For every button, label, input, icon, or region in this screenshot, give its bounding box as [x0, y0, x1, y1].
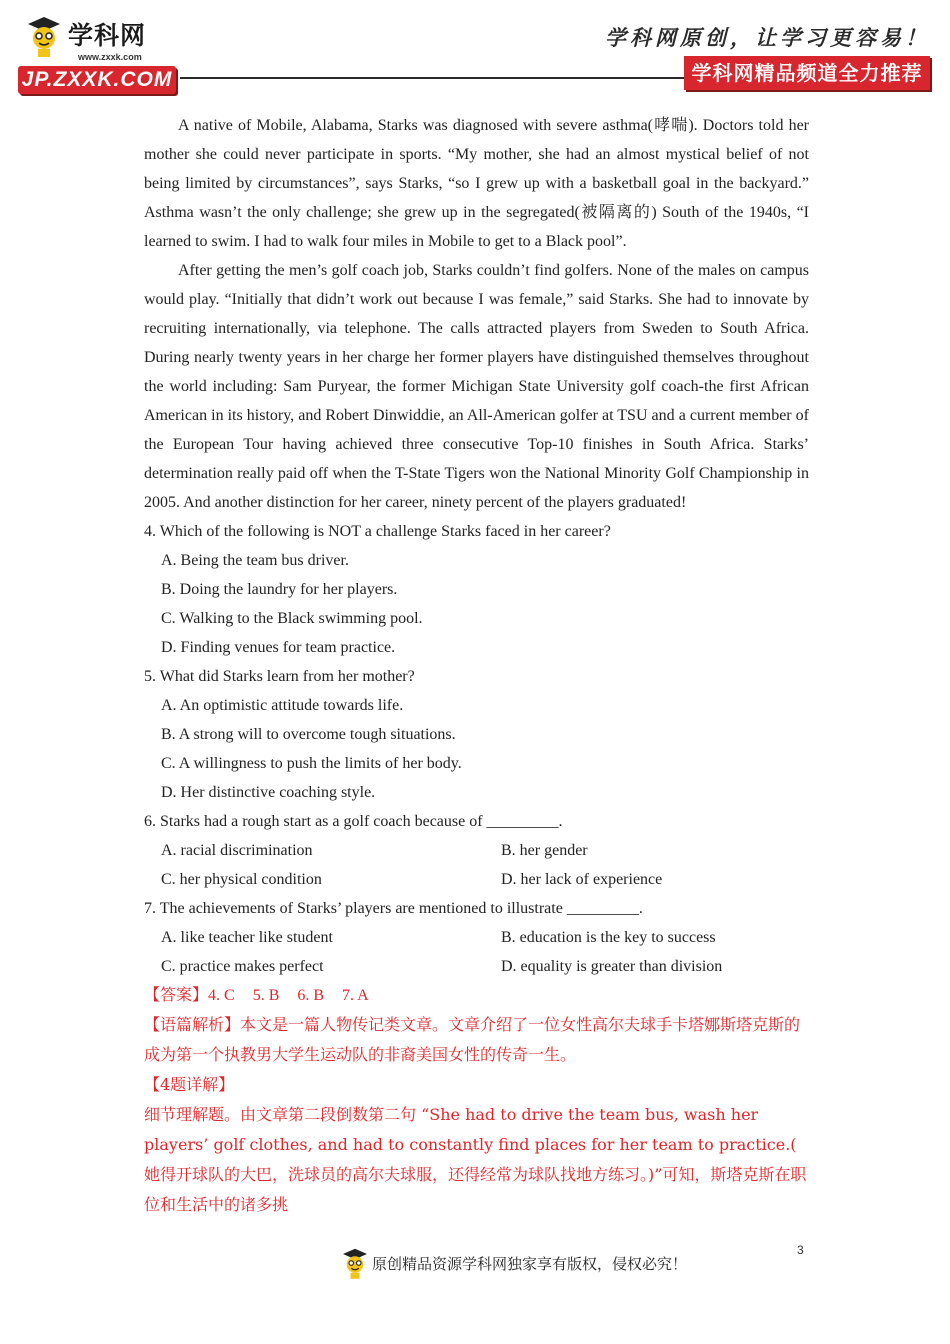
document-body [144, 111, 809, 1220]
site-url: www.zxxk.com [78, 52, 142, 62]
question-7 [144, 894, 809, 981]
header-banner: 学科网精品频道全力推荐 [684, 56, 930, 90]
option: C. Walking to the Black swimming pool. [161, 610, 423, 627]
footer [340, 1246, 687, 1280]
option: A. Being the team bus driver. [161, 552, 349, 569]
question-stem: 6. Starks had a rough start as a golf coach because of _________. [144, 813, 563, 830]
passage-analysis [144, 1010, 809, 1070]
option: D. Her distinctive coaching style. [161, 784, 376, 801]
logo [16, 12, 181, 96]
option: A. racial discrimination [161, 842, 313, 859]
option: A. An optimistic attitude towards life. [161, 697, 404, 714]
option-row [144, 836, 809, 865]
option-row [144, 865, 809, 894]
question-stem: 7. The achievements of Starks’ players are mentioned to illustrate _________. [144, 900, 643, 917]
question-stem: 4. Which of the following is NOT a challenge Starks faced in her career? [144, 523, 611, 540]
page-number: 3 [797, 1243, 804, 1257]
option: B. her gender [501, 842, 588, 859]
option: B. education is the key to success [501, 929, 716, 946]
question-6 [144, 807, 809, 894]
mascot-icon [24, 14, 64, 58]
answer-item: 7. A [342, 987, 369, 1004]
answer-item: 4. C [208, 987, 235, 1004]
paragraph: A native of Mobile, Alabama, Starks was diagnosed with severe asthma(哮喘). Doctors told her mother she could never participate in sports. “My mother, she had an almost mystical belief of not being limited by circumstances”, says Starks, “so I grew up with a basketball goal in the backyard.” Asthma wasn’t the only challenge; she grew up in the segregated(被隔离的) South of the 1940s, “I learned to swim. I had to walk four miles in Mobile to get to a Black pool”. [144, 117, 809, 250]
option-row [144, 923, 809, 952]
answer-key [144, 981, 809, 1010]
brand-name: 学科网 [68, 21, 147, 50]
option: D. equality is greater than division [501, 958, 723, 975]
option: C. A willingness to push the limits of her body. [161, 755, 462, 772]
option: B. Doing the laundry for her players. [161, 581, 398, 598]
option: C. practice makes perfect [161, 958, 324, 975]
answer-item: 6. B [297, 987, 325, 1004]
header-slogan: 学科网原创，让学习更容易！ [605, 25, 930, 50]
option: D. her lack of experience [501, 871, 663, 888]
answer-item: 5. B [252, 987, 280, 1004]
option-row [144, 952, 809, 981]
passage [144, 111, 809, 517]
analysis-text: 本文是一篇人物传记类文章。文章介绍了一位女性高尔夫球手卡塔娜斯塔克斯的成为第一个执教男大学生运动队的非裔美国女性的传奇一生。 [144, 1015, 801, 1064]
paragraph: After getting the men’s golf coach job, Starks couldn’t find golfers. None of the males on campus would play. “Initially that didn’t work out because I was female,” said Starks. She had to innovate by recruiting internationally, via telephone. The calls attracted players from Sweden to South Africa. During nearly twenty years in her charge her former players have distinguished themselves throughout the world including: Sam Puryear, the former Michigan State University golf coach-the first African American in its history, and Robert Dinwiddie, an All-American golfer at TSU and a current member of the European Tour having achieved three consecutive Top-10 finishes in South Africa. Starks’ determination really paid off when the T-State Tigers won the National Minority Golf Championship in 2005. And another distinction for her career, ninety percent of the players graduated! [144, 262, 809, 511]
copyright-notice: 原创精品资源学科网独家享有版权，侵权必究！ [372, 1254, 688, 1273]
option: A. like teacher like student [161, 929, 333, 946]
detail-text: 细节理解题。由文章第二段倒数第二句 “She had to drive the team bus, wash her players’ golf clothes, and had to constantly find places for her team to practice.( 她得开球队的大巴，洗球员的高尔夫球服，还得经常为球队找地方练习。)”可知，斯塔克斯在职位和生活中的诸多挑 [144, 1105, 807, 1214]
domain-badge[interactable]: JP.ZXXK.COM [18, 66, 176, 94]
mascot-icon [340, 1246, 370, 1280]
option: D. Finding venues for team practice. [161, 639, 396, 656]
option: B. A strong will to overcome tough situations. [161, 726, 456, 743]
answer-label: 【答案】 [144, 987, 209, 1004]
question-5 [144, 662, 809, 807]
analysis-label: 【语篇解析】 [144, 1015, 241, 1034]
option: C. her physical condition [161, 871, 322, 888]
question-4 [144, 517, 809, 662]
question-stem: 5. What did Starks learn from her mother? [144, 668, 415, 685]
detail-label: 【4题详解】 [144, 1075, 235, 1094]
